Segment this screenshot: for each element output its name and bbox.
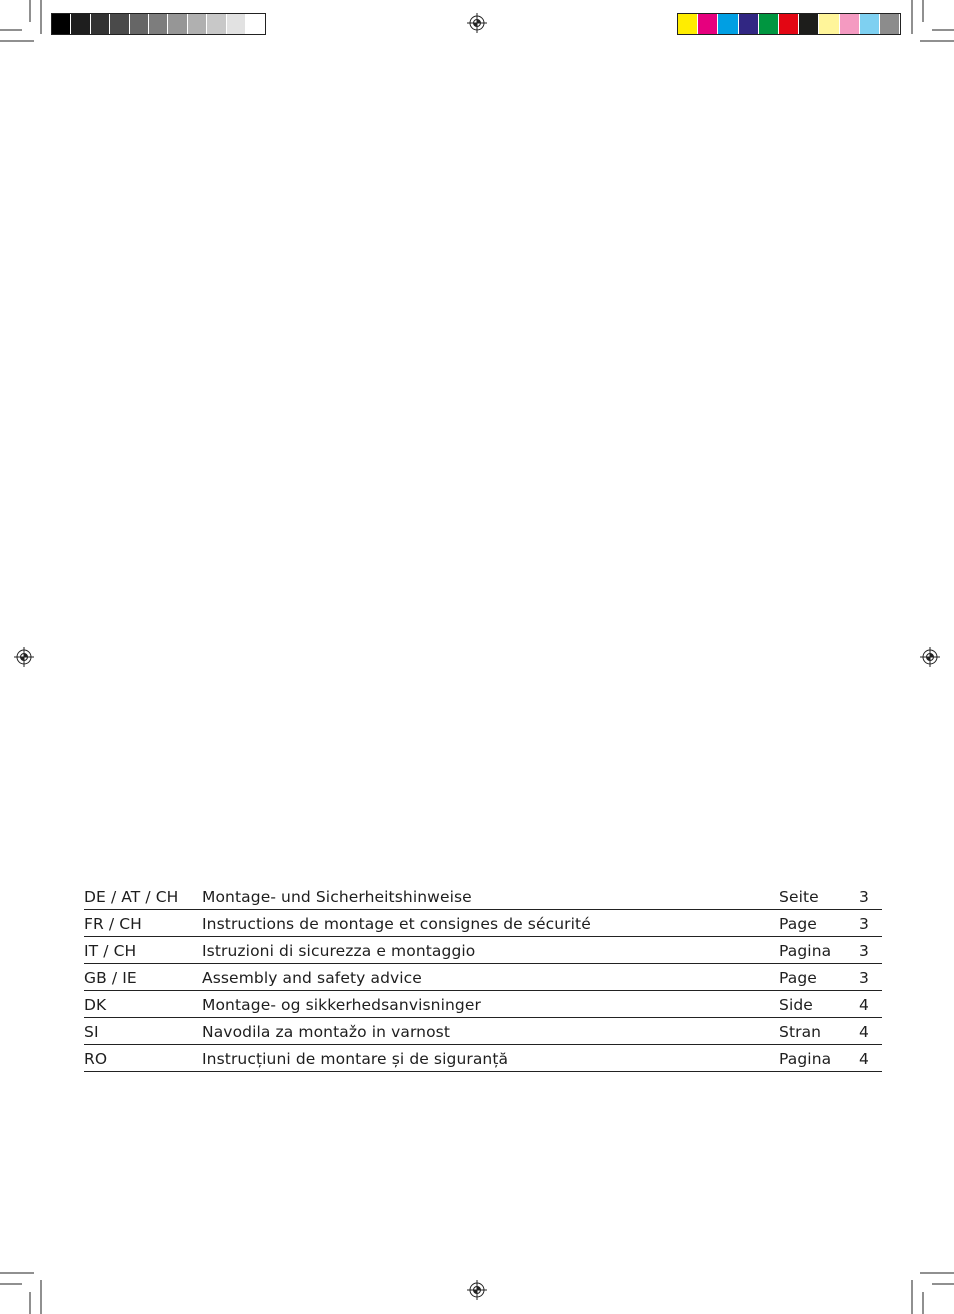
toc-row	[84, 937, 882, 964]
page-number: 4	[859, 991, 882, 1018]
page-label: Pagina	[779, 937, 859, 964]
page-number: 3	[859, 964, 882, 991]
page-number: 4	[859, 1045, 882, 1072]
color-patch	[840, 14, 860, 34]
language-code: SI	[84, 1018, 202, 1045]
gray-patch	[110, 14, 129, 34]
section-title: Montage- og sikkerhedsanvisninger	[202, 991, 779, 1018]
language-code: FR / CH	[84, 910, 202, 937]
toc-row	[84, 910, 882, 937]
color-patch	[759, 14, 779, 34]
registration-mark-icon	[467, 1280, 487, 1300]
section-title: Montage- und Sicherheitshinweise	[202, 883, 779, 910]
color-patch	[718, 14, 738, 34]
section-title: Instructions de montage et consignes de sécurité	[202, 910, 779, 937]
color-patch	[799, 14, 819, 34]
color-patch	[860, 14, 880, 34]
language-code: IT / CH	[84, 937, 202, 964]
toc-row	[84, 1045, 882, 1072]
gray-patch	[71, 14, 90, 34]
page-label: Side	[779, 991, 859, 1018]
gray-patch	[207, 14, 226, 34]
page-label: Page	[779, 964, 859, 991]
language-code: DK	[84, 991, 202, 1018]
color-patch	[880, 14, 900, 34]
grayscale-color-bar	[51, 13, 266, 35]
section-title: Navodila za montažo in varnost	[202, 1018, 779, 1045]
language-code: GB / IE	[84, 964, 202, 991]
color-patch	[678, 14, 698, 34]
registration-mark-icon	[467, 13, 487, 33]
color-patch	[739, 14, 759, 34]
gray-patch	[130, 14, 149, 34]
gray-patch	[52, 14, 71, 34]
gray-patch	[227, 14, 246, 34]
table-of-contents	[84, 883, 882, 1072]
page-number: 3	[859, 937, 882, 964]
gray-patch	[188, 14, 207, 34]
page-number: 3	[859, 883, 882, 910]
page-label: Stran	[779, 1018, 859, 1045]
page-number: 4	[859, 1018, 882, 1045]
color-patch	[779, 14, 799, 34]
registration-mark-icon	[14, 647, 34, 667]
section-title: Istruzioni di sicurezza e montaggio	[202, 937, 779, 964]
toc-row	[84, 1018, 882, 1045]
section-title: Instrucțiuni de montare și de siguranță	[202, 1045, 779, 1072]
section-title: Assembly and safety advice	[202, 964, 779, 991]
toc-row	[84, 964, 882, 991]
toc-row	[84, 883, 882, 910]
language-code: RO	[84, 1045, 202, 1072]
toc-row	[84, 991, 882, 1018]
language-code: DE / AT / CH	[84, 883, 202, 910]
page-label: Seite	[779, 883, 859, 910]
process-color-bar	[677, 13, 901, 35]
registration-mark-icon	[920, 647, 940, 667]
page-label: Pagina	[779, 1045, 859, 1072]
gray-patch	[168, 14, 187, 34]
color-patch	[819, 14, 839, 34]
page-number: 3	[859, 910, 882, 937]
color-patch	[698, 14, 718, 34]
page-label: Page	[779, 910, 859, 937]
gray-patch	[91, 14, 110, 34]
gray-patch	[246, 14, 265, 34]
gray-patch	[149, 14, 168, 34]
